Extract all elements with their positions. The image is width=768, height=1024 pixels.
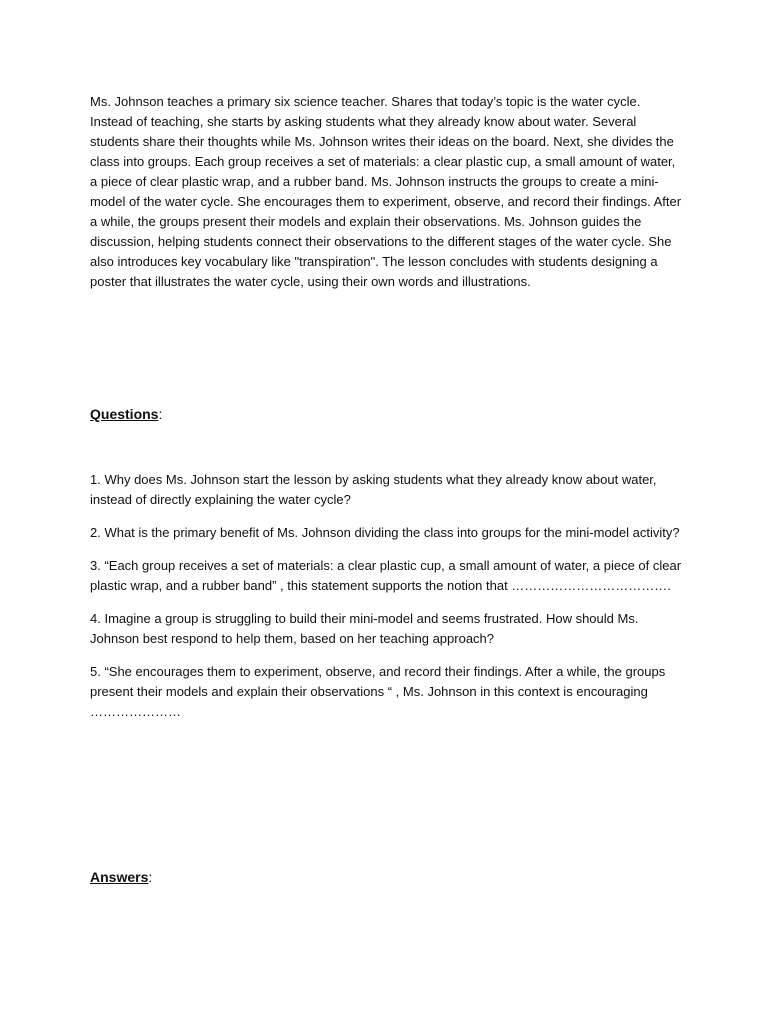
answers-heading: [90, 867, 152, 887]
answers-heading-colon: :: [148, 869, 153, 885]
question-1: 1. Why does Ms. Johnson start the lesson by asking students what they already know about water, instead of directly explaining the water cycle?: [90, 472, 657, 507]
questions-heading: [90, 404, 162, 424]
question-2: 2. What is the primary benefit of Ms. Johnson dividing the class into groups for the mini-model activity?: [90, 525, 680, 540]
answers-heading-label: Answers: [90, 869, 149, 885]
question-5: 5. “She encourages them to experiment, observe, and record their findings. After a while, the groups present their models and explain their observations “ , Ms. Johnson in this context is encouraging …………………: [90, 664, 666, 719]
passage-paragraph: Ms. Johnson teaches a primary six science teacher. Shares that today’s topic is the water cycle. Instead of teaching, she starts by asking students what they already know about water. Several students share their thoughts while Ms. Johnson writes their ideas on the board. Next, she divides the class into groups. Each group receives a set of materials: a clear plastic cup, a small amount of water, a piece of clear plastic wrap, and a rubber band. Ms. Johnson instructs the groups to create a mini-model of the water cycle. She encourages them to experiment, observe, and record their findings. After a while, the groups present their models and explain their observations. Ms. Johnson guides the discussion, helping students connect their observations to the different stages of the water cycle. She also introduces key vocabulary like "transpiration". The lesson concludes with students designing a poster that illustrates the water cycle, using their own words and illustrations.: [90, 94, 682, 289]
questions-heading-label: Questions: [90, 406, 159, 422]
questions-heading-colon: :: [158, 406, 163, 422]
question-3: 3. “Each group receives a set of materials: a clear plastic cup, a small amount of water, a piece of clear plastic wrap, and a rubber band” , this statement supports the notion that ……………………………….: [90, 558, 682, 593]
question-4: 4. Imagine a group is struggling to build their mini-model and seems frustrated. How should Ms. Johnson best respond to help them, based on her teaching approach?: [90, 611, 639, 646]
